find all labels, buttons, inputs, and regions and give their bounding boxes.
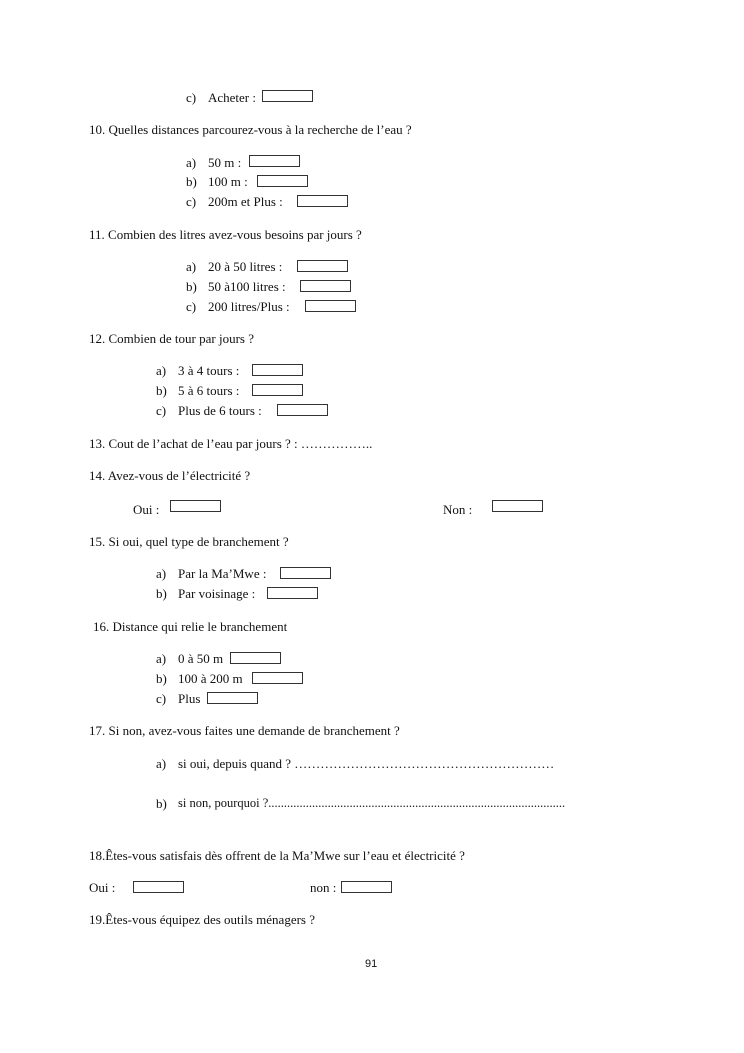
q16-option-c-letter: c)	[156, 691, 167, 706]
q12-option-b-checkbox[interactable]	[252, 384, 303, 396]
q16-option-c-checkbox[interactable]	[207, 692, 258, 704]
q16-option-a-letter: a)	[156, 651, 167, 666]
q10-option-c-checkbox[interactable]	[297, 195, 348, 207]
q12-option-a-letter: a)	[156, 363, 167, 378]
q12-option-b-letter: b)	[156, 383, 167, 398]
q18-non-label: non :	[310, 880, 337, 895]
q11-title: 11. Combien des litres avez-vous besoins par jours ?	[89, 227, 362, 242]
q10-option-c-label: 200m et Plus :	[208, 194, 283, 209]
q18-oui-checkbox[interactable]	[133, 881, 184, 893]
q10-option-b-label: 100 m :	[208, 174, 248, 189]
q17-option-a-letter: a)	[156, 756, 167, 771]
q12-option-a-label: 3 à 4 tours :	[178, 363, 240, 378]
q15-option-b-label: Par voisinage :	[178, 586, 256, 601]
q17-option-a-label: si oui, depuis quand ? ……………………………………………………	[178, 756, 555, 771]
q17-option-b-label: si non, pourquoi ?...............................................................................................	[178, 796, 566, 810]
q16-option-a-label: 0 à 50 m	[178, 651, 224, 666]
q18-non-checkbox[interactable]	[341, 881, 392, 893]
q10-option-a-label: 50 m :	[208, 155, 242, 170]
q12-option-c-checkbox[interactable]	[277, 404, 328, 416]
q11-option-a-checkbox[interactable]	[297, 260, 348, 272]
q12-option-c-label: Plus de 6 tours :	[178, 403, 262, 418]
q15-option-a-checkbox[interactable]	[280, 567, 331, 579]
q11-option-b-checkbox[interactable]	[300, 280, 351, 292]
q11-option-b-letter: b)	[186, 279, 197, 294]
q17-title: 17. Si non, avez-vous faites une demande de branchement ?	[89, 723, 400, 738]
q15-option-b-checkbox[interactable]	[267, 587, 318, 599]
q9-option-c-label: Acheter :	[208, 90, 257, 105]
q19-title: 19.Êtes-vous équipez des outils ménagers ?	[89, 912, 315, 927]
q16-option-b-label: 100 à 200 m	[178, 671, 243, 686]
q12-option-a-checkbox[interactable]	[252, 364, 303, 376]
q12-title: 12. Combien de tour par jours ?	[89, 331, 254, 346]
q12-option-c-letter: c)	[156, 403, 167, 418]
q15-option-a-letter: a)	[156, 566, 167, 581]
q11-option-c-label: 200 litres/Plus :	[208, 299, 290, 314]
q10-title: 10. Quelles distances parcourez-vous à la recherche de l’eau ?	[89, 122, 412, 137]
q16-title: 16. Distance qui relie le branchement	[93, 619, 288, 634]
q18-oui-label: Oui :	[89, 880, 116, 895]
q9-option-c-checkbox[interactable]	[262, 90, 313, 102]
q18-title: 18.Êtes-vous satisfais dès offrent de la Ma’Mwe sur l’eau et électricité ?	[89, 848, 465, 863]
q10-option-c-letter: c)	[186, 194, 197, 209]
q13-title: 13. Cout de l’achat de l’eau par jours ? : ……………..	[89, 436, 373, 451]
q16-option-b-checkbox[interactable]	[252, 672, 303, 684]
q15-option-a-label: Par la Ma’Mwe :	[178, 566, 267, 581]
q16-option-a-checkbox[interactable]	[230, 652, 281, 664]
q16-option-c-label: Plus	[178, 691, 201, 706]
q17-option-b-letter: b)	[156, 796, 167, 811]
q11-option-a-letter: a)	[186, 259, 197, 274]
q11-option-b-label: 50 à100 litres :	[208, 279, 286, 294]
q12-option-b-label: 5 à 6 tours :	[178, 383, 240, 398]
q14-title: 14. Avez-vous de l’électricité ?	[89, 468, 251, 483]
q15-option-b-letter: b)	[156, 586, 167, 601]
q14-non-checkbox[interactable]	[492, 500, 543, 512]
page-number: 91	[365, 958, 378, 970]
q11-option-c-letter: c)	[186, 299, 197, 314]
q14-non-label: Non :	[443, 502, 473, 517]
q10-option-b-letter: b)	[186, 174, 197, 189]
q10-option-b-checkbox[interactable]	[257, 175, 308, 187]
q11-option-c-checkbox[interactable]	[305, 300, 356, 312]
q16-option-b-letter: b)	[156, 671, 167, 686]
q10-option-a-checkbox[interactable]	[249, 155, 300, 167]
q14-oui-checkbox[interactable]	[170, 500, 221, 512]
q15-title: 15. Si oui, quel type de branchement ?	[89, 534, 289, 549]
q10-option-a-letter: a)	[186, 155, 197, 170]
q14-oui-label: Oui :	[133, 502, 160, 517]
q9-option-c-letter: c)	[186, 90, 197, 105]
q11-option-a-label: 20 à 50 litres :	[208, 259, 283, 274]
